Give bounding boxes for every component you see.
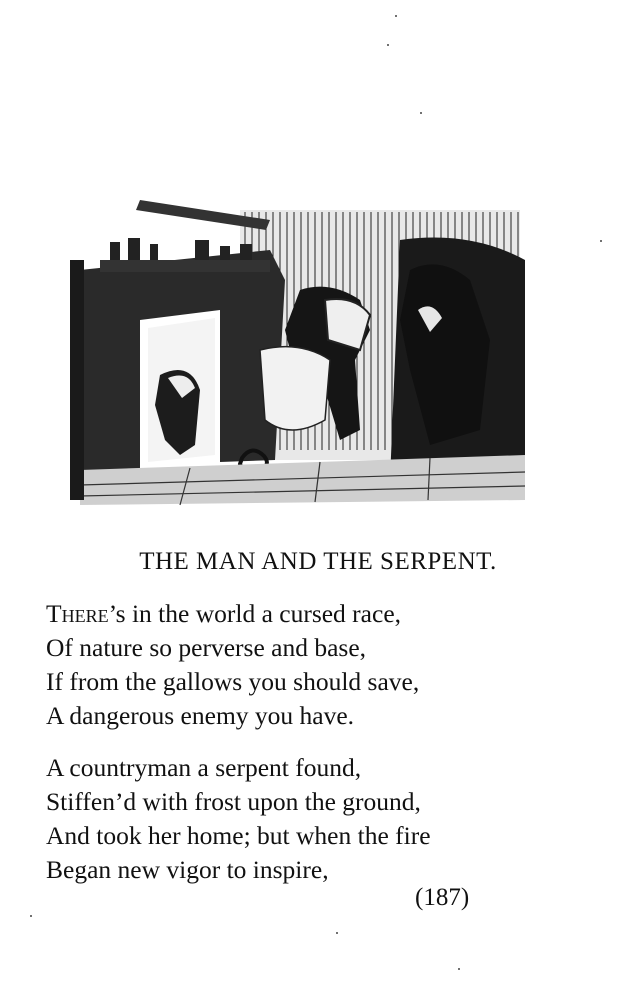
stanza-1-line-3: If from the gallows you should save, [46, 667, 420, 696]
stanza-1-line-2: Of nature so perverse and base, [46, 633, 367, 662]
line-1-rest: ’s in the world a cursed race, [108, 599, 402, 628]
paper-speck [420, 112, 422, 114]
paper-speck [458, 968, 460, 970]
poem-title: THE MAN AND THE SERPENT. [139, 548, 497, 575]
stanza-2 [46, 751, 431, 887]
stanza-1 [46, 597, 419, 733]
page-number: (187) [415, 884, 470, 911]
first-word-small-caps: There [46, 599, 109, 628]
woodcut-illustration [70, 200, 530, 510]
stanza-2-line-3: And took her home; but when the fire [46, 821, 431, 850]
stanza-2-line-1: A countryman a serpent found, [46, 753, 362, 782]
stanza-1-line-4: A dangerous enemy you have. [46, 701, 355, 730]
white-cloth [260, 347, 330, 430]
stanza-2-line-2: Stiffen’d with frost upon the ground, [46, 787, 421, 816]
floor [80, 455, 525, 505]
mantel-shelf [100, 260, 270, 272]
stanza-2-line-4: Began new vigor to inspire, [46, 855, 329, 884]
paper-speck [387, 44, 389, 46]
paper-speck [600, 240, 602, 242]
paper-speck [30, 915, 32, 917]
paper-speck [336, 932, 338, 934]
stanza-1-line-1 [46, 597, 419, 631]
left-edge [70, 260, 84, 500]
paper-speck [395, 15, 397, 17]
